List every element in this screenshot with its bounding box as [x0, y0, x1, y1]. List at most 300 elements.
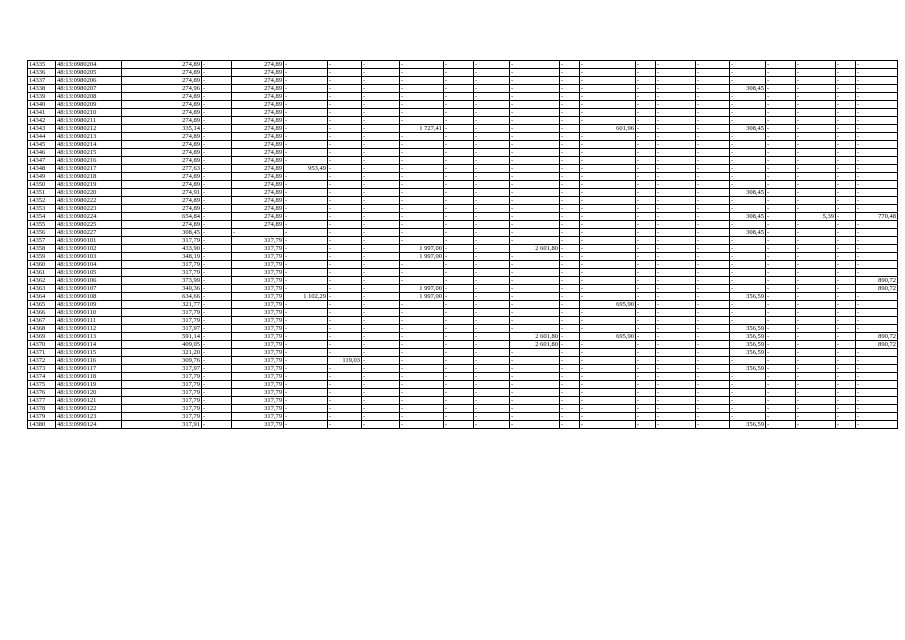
value-cell: -	[796, 397, 836, 405]
value-cell: -	[580, 221, 636, 229]
cadastral-number-cell: 48:13:0980217	[56, 165, 122, 173]
value-cell: -	[328, 61, 362, 69]
value-cell: -	[444, 77, 474, 85]
value-cell: -	[580, 341, 636, 349]
value-cell: -	[696, 405, 730, 413]
value-cell: -	[836, 357, 856, 365]
value-cell: -	[656, 245, 696, 253]
value-cell: -	[856, 261, 898, 269]
value-cell: -	[400, 397, 444, 405]
value-cell: -	[636, 381, 656, 389]
value-cell: -	[696, 181, 730, 189]
value-cell: -	[474, 285, 510, 293]
value-cell: 274,89	[122, 173, 202, 181]
value-cell: 308,45	[730, 229, 766, 237]
value-cell: -	[474, 61, 510, 69]
value-cell: -	[328, 237, 362, 245]
row-number-cell: 14345	[28, 141, 56, 149]
value-cell: -	[836, 365, 856, 373]
value-cell: -	[202, 301, 232, 309]
value-cell: -	[444, 269, 474, 277]
value-cell: -	[766, 277, 796, 285]
value-cell: -	[730, 277, 766, 285]
value-cell: -	[656, 277, 696, 285]
row-number-cell: 14359	[28, 253, 56, 261]
cadastral-number-cell: 48:13:0990106	[56, 277, 122, 285]
value-cell: -	[510, 389, 560, 397]
table-body	[28, 61, 898, 429]
value-cell: -	[474, 381, 510, 389]
value-cell: -	[202, 69, 232, 77]
value-cell: 274,89	[232, 77, 284, 85]
value-cell: -	[510, 85, 560, 93]
value-cell: -	[444, 125, 474, 133]
value-cell: -	[510, 301, 560, 309]
value-cell: -	[444, 357, 474, 365]
cadastral-number-cell: 48:13:0990113	[56, 333, 122, 341]
value-cell: 317,79	[232, 317, 284, 325]
value-cell: -	[856, 149, 898, 157]
value-cell: -	[636, 61, 656, 69]
value-cell: 335,14	[122, 125, 202, 133]
value-cell: -	[400, 269, 444, 277]
table-row	[28, 373, 898, 381]
value-cell: -	[560, 413, 580, 421]
value-cell: -	[730, 261, 766, 269]
row-number-cell: 14379	[28, 413, 56, 421]
value-cell: -	[696, 261, 730, 269]
value-cell: -	[362, 213, 400, 221]
value-cell: -	[856, 253, 898, 261]
value-cell: -	[696, 285, 730, 293]
value-cell: -	[730, 173, 766, 181]
value-cell: -	[510, 309, 560, 317]
cadastral-number-cell: 48:13:0980218	[56, 173, 122, 181]
value-cell: -	[362, 381, 400, 389]
value-cell: -	[730, 141, 766, 149]
value-cell: -	[474, 373, 510, 381]
value-cell: -	[856, 85, 898, 93]
value-cell: -	[400, 197, 444, 205]
value-cell: -	[580, 173, 636, 181]
value-cell: -	[580, 421, 636, 429]
value-cell: 317,79	[122, 413, 202, 421]
value-cell: -	[560, 405, 580, 413]
value-cell: -	[730, 157, 766, 165]
value-cell: -	[284, 157, 328, 165]
value-cell: -	[400, 181, 444, 189]
value-cell: -	[696, 341, 730, 349]
value-cell: -	[696, 221, 730, 229]
value-cell: -	[766, 389, 796, 397]
value-cell: -	[444, 109, 474, 117]
value-cell: -	[696, 133, 730, 141]
value-cell: 317,79	[232, 341, 284, 349]
value-cell: 317,79	[232, 381, 284, 389]
value-cell: -	[400, 413, 444, 421]
value-cell: 317,79	[232, 309, 284, 317]
value-cell: 274,89	[232, 149, 284, 157]
value-cell: 317,79	[232, 277, 284, 285]
value-cell: -	[656, 261, 696, 269]
value-cell: 274,89	[232, 165, 284, 173]
cadastral-number-cell: 48:13:0980223	[56, 205, 122, 213]
value-cell: -	[444, 213, 474, 221]
value-cell: 591,14	[122, 333, 202, 341]
value-cell: -	[766, 197, 796, 205]
value-cell: -	[796, 149, 836, 157]
value-cell: 317,79	[232, 405, 284, 413]
value-cell: -	[400, 221, 444, 229]
value-cell: -	[362, 189, 400, 197]
value-cell: -	[362, 261, 400, 269]
table-row	[28, 197, 898, 205]
value-cell: -	[328, 173, 362, 181]
table-row	[28, 421, 898, 429]
value-cell: -	[636, 237, 656, 245]
value-cell: -	[560, 253, 580, 261]
value-cell: -	[730, 77, 766, 85]
cadastral-number-cell: 48:13:0980209	[56, 101, 122, 109]
value-cell: -	[766, 405, 796, 413]
value-cell: -	[284, 77, 328, 85]
value-cell: -	[766, 333, 796, 341]
value-cell: -	[474, 389, 510, 397]
value-cell: -	[362, 85, 400, 93]
value-cell: -	[836, 237, 856, 245]
value-cell: -	[560, 149, 580, 157]
value-cell: -	[202, 341, 232, 349]
value-cell: -	[474, 261, 510, 269]
value-cell: -	[636, 325, 656, 333]
value-cell: -	[766, 173, 796, 181]
value-cell: 274,89	[232, 133, 284, 141]
value-cell: -	[796, 285, 836, 293]
value-cell: -	[766, 237, 796, 245]
value-cell: 274,89	[122, 117, 202, 125]
value-cell: -	[362, 269, 400, 277]
value-cell: -	[836, 341, 856, 349]
value-cell: -	[656, 93, 696, 101]
value-cell: -	[284, 197, 328, 205]
value-cell: -	[580, 245, 636, 253]
row-number-cell: 14348	[28, 165, 56, 173]
value-cell: -	[474, 269, 510, 277]
value-cell: -	[730, 133, 766, 141]
value-cell: 274,89	[232, 157, 284, 165]
cadastral-number-cell: 48:13:0990122	[56, 405, 122, 413]
value-cell: -	[856, 157, 898, 165]
value-cell: -	[580, 181, 636, 189]
value-cell: -	[580, 285, 636, 293]
value-cell: -	[856, 141, 898, 149]
value-cell: -	[284, 61, 328, 69]
table-row	[28, 125, 898, 133]
value-cell: -	[202, 85, 232, 93]
value-cell: 601,96	[580, 125, 636, 133]
value-cell: -	[328, 181, 362, 189]
table-row	[28, 413, 898, 421]
value-cell: -	[766, 285, 796, 293]
value-cell: -	[560, 213, 580, 221]
value-cell: -	[696, 349, 730, 357]
value-cell: 317,79	[232, 245, 284, 253]
cadastral-number-cell: 48:13:0980225	[56, 221, 122, 229]
value-cell: -	[796, 349, 836, 357]
value-cell: -	[580, 405, 636, 413]
table-row	[28, 325, 898, 333]
value-cell: -	[510, 197, 560, 205]
value-cell: -	[444, 93, 474, 101]
value-cell: -	[656, 365, 696, 373]
value-cell: -	[730, 309, 766, 317]
value-cell: -	[580, 237, 636, 245]
value-cell: -	[656, 229, 696, 237]
value-cell: 274,89	[122, 77, 202, 85]
value-cell: -	[796, 61, 836, 69]
value-cell: -	[202, 61, 232, 69]
value-cell: -	[202, 133, 232, 141]
value-cell: -	[474, 189, 510, 197]
value-cell: -	[328, 373, 362, 381]
value-cell: -	[836, 165, 856, 173]
value-cell: 1 727,41	[400, 125, 444, 133]
value-cell: 340,36	[122, 285, 202, 293]
value-cell: -	[510, 141, 560, 149]
value-cell: -	[856, 269, 898, 277]
value-cell: -	[636, 405, 656, 413]
value-cell: 317,79	[232, 413, 284, 421]
value-cell: 634,66	[122, 293, 202, 301]
value-cell: -	[580, 149, 636, 157]
value-cell: -	[560, 197, 580, 205]
value-cell: -	[362, 349, 400, 357]
value-cell: -	[796, 365, 836, 373]
value-cell: -	[284, 333, 328, 341]
value-cell: -	[444, 293, 474, 301]
value-cell: -	[766, 261, 796, 269]
value-cell: -	[202, 413, 232, 421]
value-cell: -	[656, 381, 696, 389]
value-cell: 317,79	[232, 373, 284, 381]
value-cell: 1 102,29	[284, 293, 328, 301]
value-cell: -	[636, 157, 656, 165]
value-cell: -	[766, 181, 796, 189]
value-cell: -	[474, 165, 510, 173]
value-cell: -	[656, 349, 696, 357]
cadastral-number-cell: 48:13:0980213	[56, 133, 122, 141]
value-cell: -	[444, 181, 474, 189]
value-cell: 356,59	[730, 293, 766, 301]
value-cell: -	[796, 277, 836, 285]
value-cell: -	[560, 85, 580, 93]
value-cell: -	[856, 349, 898, 357]
value-cell: -	[836, 101, 856, 109]
row-number-cell: 14342	[28, 117, 56, 125]
value-cell: -	[766, 421, 796, 429]
value-cell: -	[362, 117, 400, 125]
value-cell: -	[202, 389, 232, 397]
value-cell: 1 997,00	[400, 285, 444, 293]
value-cell: -	[284, 397, 328, 405]
value-cell: -	[696, 293, 730, 301]
value-cell: -	[766, 165, 796, 173]
value-cell: -	[400, 141, 444, 149]
value-cell: 274,89	[232, 189, 284, 197]
value-cell: -	[856, 61, 898, 69]
value-cell: 274,89	[232, 101, 284, 109]
value-cell: -	[856, 325, 898, 333]
value-cell: -	[400, 301, 444, 309]
value-cell: -	[400, 421, 444, 429]
value-cell: -	[730, 245, 766, 253]
value-cell: -	[796, 85, 836, 93]
value-cell: -	[444, 341, 474, 349]
value-cell: 274,89	[232, 141, 284, 149]
value-cell: -	[796, 117, 836, 125]
table-row	[28, 205, 898, 213]
value-cell: -	[400, 389, 444, 397]
value-cell: 274,89	[232, 117, 284, 125]
value-cell: -	[766, 125, 796, 133]
table-row	[28, 149, 898, 157]
value-cell: -	[730, 205, 766, 213]
value-cell: -	[362, 205, 400, 213]
value-cell: -	[636, 413, 656, 421]
value-cell: -	[510, 181, 560, 189]
cadastral-number-cell: 48:13:0990105	[56, 269, 122, 277]
value-cell: -	[766, 85, 796, 93]
value-cell: -	[856, 365, 898, 373]
value-cell: -	[400, 101, 444, 109]
table-row	[28, 357, 898, 365]
cadastral-number-cell: 48:13:0990117	[56, 365, 122, 373]
value-cell: -	[696, 93, 730, 101]
value-cell: -	[656, 149, 696, 157]
value-cell: -	[284, 349, 328, 357]
value-cell: 308,45	[730, 125, 766, 133]
value-cell: -	[284, 269, 328, 277]
value-cell: -	[202, 101, 232, 109]
value-cell: -	[474, 149, 510, 157]
value-cell: 317,97	[122, 365, 202, 373]
value-cell: -	[636, 301, 656, 309]
value-cell: -	[284, 381, 328, 389]
value-cell: -	[796, 269, 836, 277]
value-cell: -	[580, 61, 636, 69]
value-cell: -	[856, 405, 898, 413]
value-cell: -	[730, 165, 766, 173]
cadastral-number-cell: 48:13:0980207	[56, 85, 122, 93]
value-cell: -	[284, 93, 328, 101]
value-cell: -	[474, 397, 510, 405]
value-cell: -	[510, 349, 560, 357]
value-cell: -	[856, 245, 898, 253]
value-cell: -	[202, 221, 232, 229]
value-cell: -	[444, 261, 474, 269]
value-cell: -	[636, 317, 656, 325]
value-cell: -	[474, 413, 510, 421]
table-row	[28, 117, 898, 125]
value-cell: -	[796, 157, 836, 165]
value-cell: -	[656, 253, 696, 261]
value-cell: -	[766, 365, 796, 373]
value-cell: 1 997,00	[400, 293, 444, 301]
value-cell: -	[836, 285, 856, 293]
value-cell: -	[636, 357, 656, 365]
value-cell: -	[510, 421, 560, 429]
value-cell: -	[796, 181, 836, 189]
value-cell: -	[766, 93, 796, 101]
value-cell: -	[284, 285, 328, 293]
value-cell: 317,79	[232, 325, 284, 333]
value-cell: -	[444, 61, 474, 69]
value-cell: -	[836, 269, 856, 277]
value-cell: -	[474, 213, 510, 221]
value-cell: -	[766, 69, 796, 77]
value-cell: -	[328, 421, 362, 429]
row-number-cell: 14367	[28, 317, 56, 325]
value-cell: -	[202, 181, 232, 189]
value-cell: -	[696, 333, 730, 341]
value-cell: -	[796, 421, 836, 429]
value-cell: 317,79	[122, 405, 202, 413]
value-cell: -	[284, 69, 328, 77]
row-number-cell: 14335	[28, 61, 56, 69]
value-cell: -	[444, 325, 474, 333]
value-cell: -	[560, 421, 580, 429]
value-cell: -	[284, 173, 328, 181]
value-cell: -	[202, 77, 232, 85]
value-cell: -	[856, 205, 898, 213]
value-cell: -	[400, 117, 444, 125]
value-cell: -	[560, 221, 580, 229]
value-cell: -	[836, 213, 856, 221]
value-cell: -	[560, 181, 580, 189]
row-number-cell: 14353	[28, 205, 56, 213]
value-cell: -	[796, 197, 836, 205]
value-cell: -	[560, 317, 580, 325]
value-cell: -	[656, 325, 696, 333]
value-cell: -	[696, 117, 730, 125]
value-cell: 1 997,00	[400, 245, 444, 253]
value-cell: -	[796, 237, 836, 245]
cadastral-number-cell: 48:13:0990121	[56, 397, 122, 405]
value-cell: -	[474, 309, 510, 317]
table-row	[28, 165, 898, 173]
value-cell: -	[836, 61, 856, 69]
table-row	[28, 77, 898, 85]
cadastral-number-cell: 48:13:0980214	[56, 141, 122, 149]
value-cell: -	[796, 341, 836, 349]
table-row	[28, 93, 898, 101]
value-cell: -	[696, 173, 730, 181]
value-cell: -	[284, 325, 328, 333]
value-cell: 2 601,80	[510, 341, 560, 349]
value-cell: -	[202, 237, 232, 245]
cadastral-number-cell: 48:13:0990110	[56, 309, 122, 317]
value-cell: -	[766, 149, 796, 157]
value-cell: 274,89	[232, 197, 284, 205]
value-cell: -	[836, 293, 856, 301]
value-cell: -	[444, 229, 474, 237]
value-cell: -	[656, 205, 696, 213]
value-cell: -	[400, 333, 444, 341]
value-cell: -	[560, 205, 580, 213]
value-cell: -	[796, 253, 836, 261]
table-row	[28, 61, 898, 69]
value-cell: -	[362, 285, 400, 293]
